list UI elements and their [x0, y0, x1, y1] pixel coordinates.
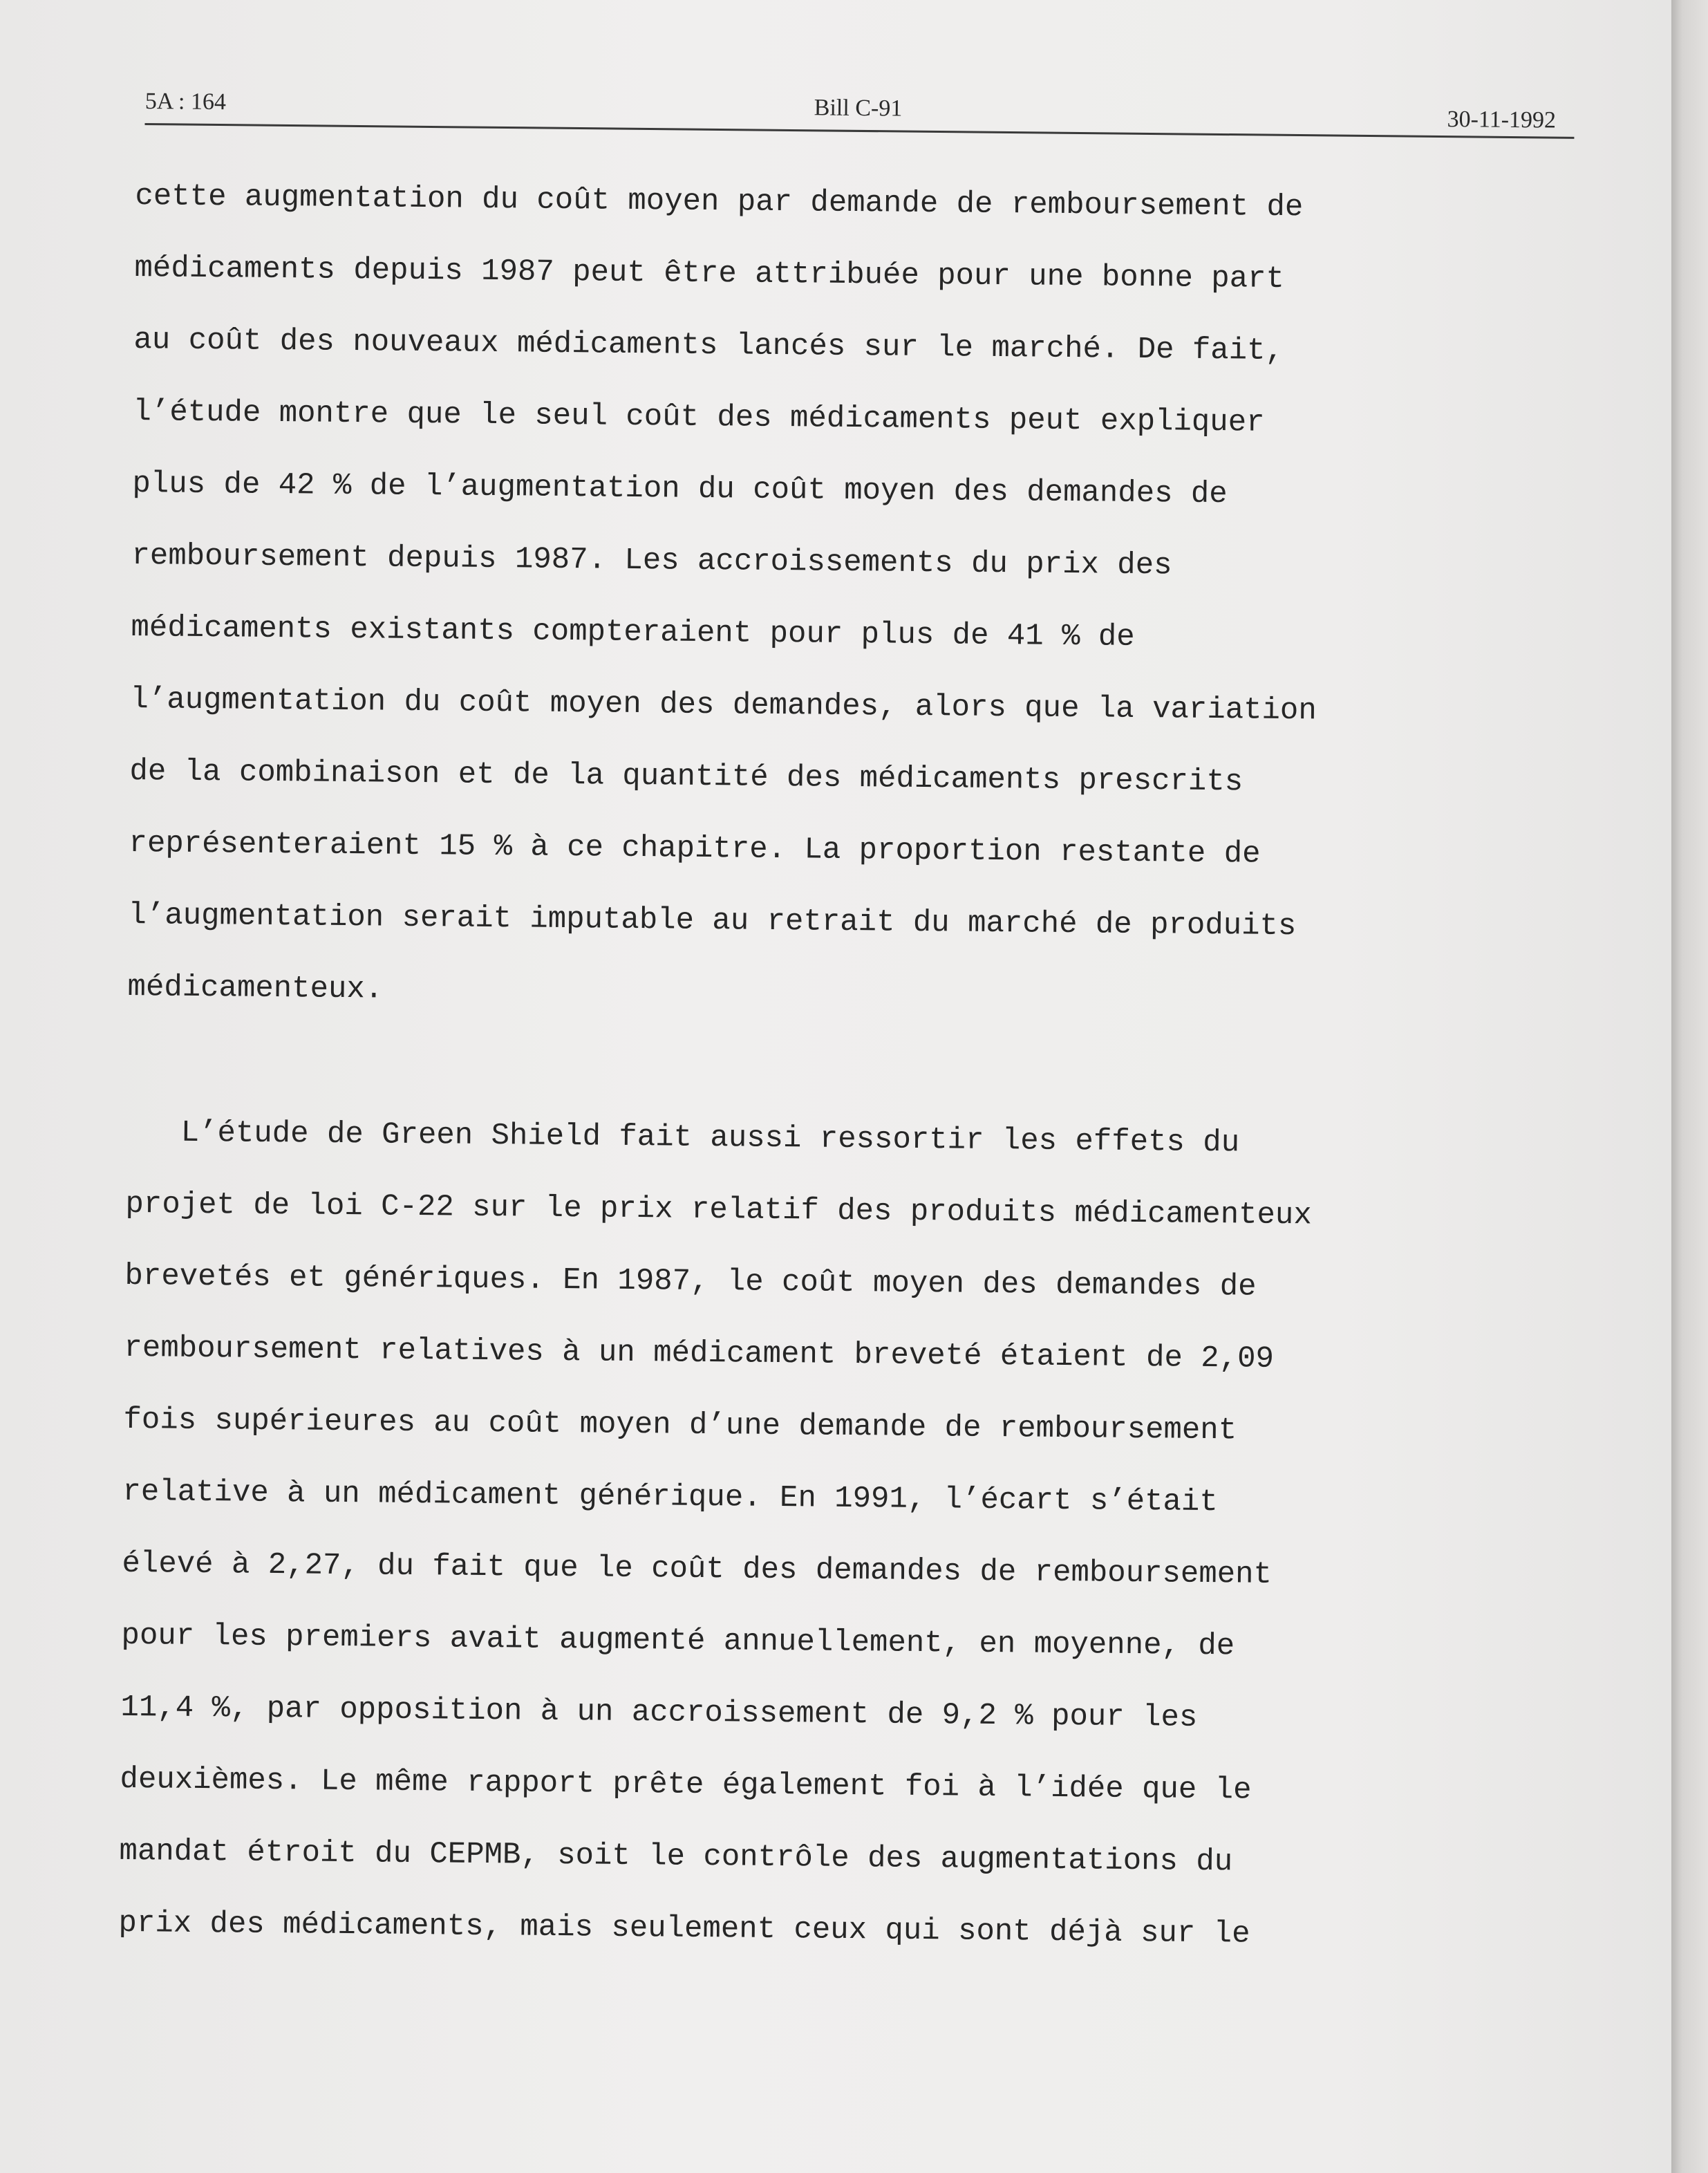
text-line: prix des médicaments, mais seulement ceux qui sont déjà sur le	[118, 1905, 1250, 1952]
text-line: de la combinaison et de la quantité des médicaments prescrits	[129, 754, 1244, 800]
text-line: l’étude montre que le seul coût des médicaments peut expliquer	[133, 394, 1265, 440]
text-line: médicaments depuis 1987 peut être attribuée pour une bonne part	[134, 250, 1285, 297]
paragraph-1	[127, 160, 1594, 1037]
text-line: médicamenteux.	[127, 969, 384, 1007]
text-line: l’augmentation serait imputable au retrait du marché de produits	[128, 897, 1297, 944]
text-line: mandat étroit du CEPMB, soit le contrôle des augmentations du	[119, 1834, 1233, 1880]
body-text	[118, 160, 1594, 1973]
text-line: brevetés et génériques. En 1987, le coût moyen des demandes de	[124, 1258, 1257, 1305]
header-rule	[144, 123, 1574, 139]
text-line: remboursement relatives à un médicament breveté étaient de 2,09	[124, 1330, 1275, 1377]
text-line: relative à un médicament générique. En 1991, l’écart s’était	[122, 1474, 1218, 1520]
text-line: cette augmentation du coût moyen par demande de remboursement de	[135, 178, 1304, 225]
text-line: L’étude de Green Shield fait aussi ressortir les effets du	[126, 1115, 1240, 1161]
text-line: deuxièmes. Le même rapport prête également foi à l’idée que le	[120, 1762, 1252, 1808]
header-page-number: 5A : 164	[144, 88, 227, 115]
text-line: représenteraient 15 % à ce chapitre. La proportion restante de	[129, 826, 1261, 872]
page-header	[144, 88, 1575, 151]
paragraph-2	[118, 1097, 1585, 1973]
page-edge-shadow	[1671, 0, 1708, 2173]
text-line: élevé à 2,27, du fait que le coût des demandes de remboursement	[122, 1546, 1273, 1592]
text-line: au coût des nouveaux médicaments lancés sur le marché. De fait,	[133, 322, 1284, 369]
text-line: 11,4 %, par opposition à un accroissement de 9,2 % pour les	[120, 1690, 1198, 1735]
text-line: pour les premiers avait augmenté annuellement, en moyenne, de	[121, 1618, 1235, 1664]
text-line: plus de 42 % de l’augmentation du coût moyen des demandes de	[132, 466, 1228, 512]
text-line: fois supérieures au coût moyen d’une demande de remboursement	[123, 1402, 1237, 1448]
paragraph-gap	[126, 1023, 1586, 1110]
text-line: remboursement depuis 1987. Les accroissements du prix des	[131, 538, 1172, 584]
text-line: projet de loi C-22 sur le prix relatif des produits médicamenteux	[125, 1186, 1312, 1233]
header-date: 30-11-1992	[1447, 106, 1557, 133]
text-line: médicaments existants compteraient pour plus de 41 % de	[131, 610, 1135, 655]
text-line: l’augmentation du coût moyen des demandes, alors que la variation	[130, 682, 1317, 729]
header-bill-title: Bill C-91	[814, 95, 903, 122]
